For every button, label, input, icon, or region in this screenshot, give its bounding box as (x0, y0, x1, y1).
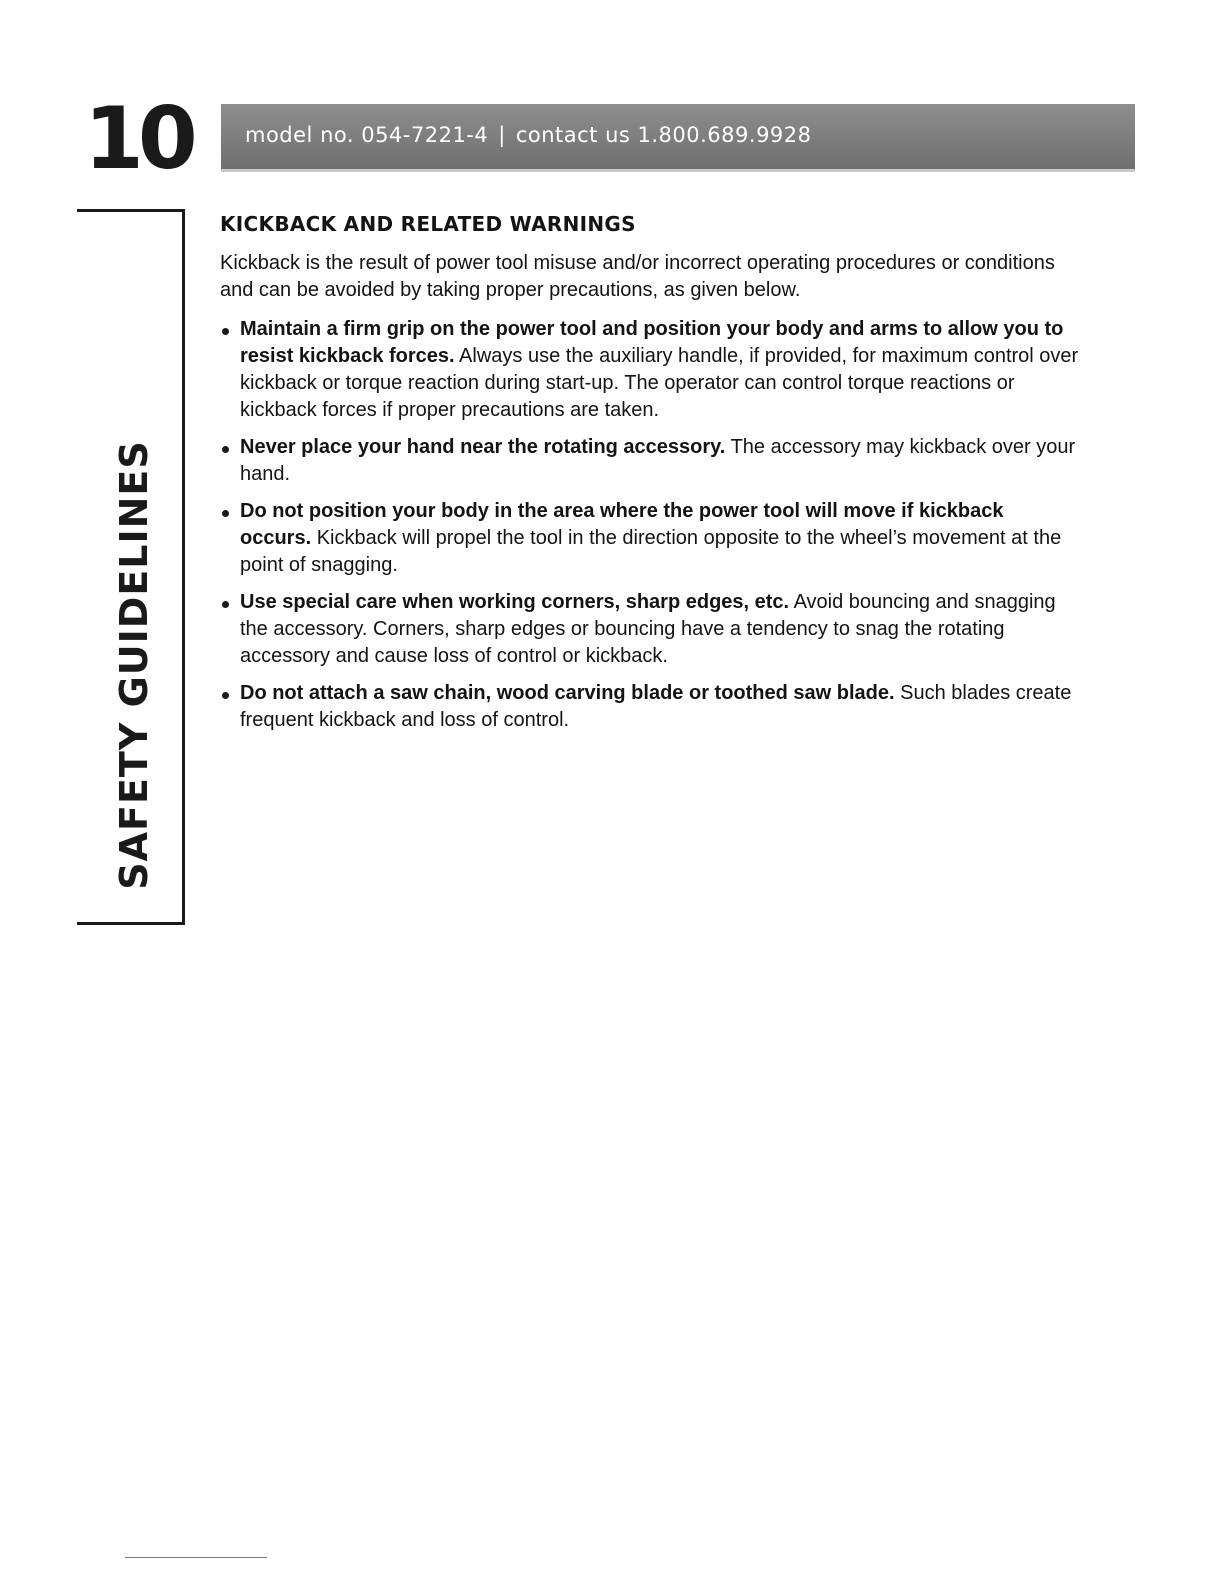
warning-lead: Do not attach a saw chain, wood carving blade or toothed saw blade. (240, 682, 895, 704)
warning-lead: Never place your hand near the rotating accessory. (240, 436, 726, 458)
warning-lead: Do not position your body in the area where the power tool will move if kickback occurs. (240, 500, 1004, 549)
intro-paragraph: Kickback is the result of power tool misuse and/or incorrect operating procedures or conditions and can be avoided by taking proper precautions, as given below. (220, 252, 1055, 301)
warning-item (220, 316, 1080, 424)
header-bar (221, 104, 1135, 172)
bullet-icon (222, 510, 229, 517)
warning-item (220, 434, 1080, 488)
bullet-icon (222, 446, 229, 453)
footer-rule (125, 1557, 267, 1558)
header-separator: | (498, 123, 506, 147)
warning-lead: Maintain a firm grip on the power tool and position your body and arms to allow you to resist kickback forces. (240, 318, 1064, 367)
warning-text: Avoid bouncing and snagging the accessory. Corners, sharp edges or bouncing have a tendency to snag the rotating accessory and cause loss of control or kickback. (240, 591, 1056, 667)
side-section-label: SAFETY GUIDELINES (112, 440, 156, 890)
contact-phone: contact us 1.800.689.9928 (515, 123, 812, 147)
bullet-icon (222, 692, 229, 699)
model-number: model no. 054-7221-4 (245, 123, 489, 147)
header-text (245, 123, 812, 147)
bullet-icon (222, 601, 229, 608)
page-number: 10 (84, 89, 192, 189)
warning-text: Always use the auxiliary handle, if provided, for maximum control over kickback or torque reaction during start-up. The operator can control torque reactions or kickback forces if proper precautions are taken. (240, 345, 1079, 421)
warning-text: Kickback will propel the tool in the direction opposite to the wheel’s movement at the point of snagging. (240, 527, 1062, 576)
warning-list (220, 316, 1080, 734)
warning-item (220, 680, 1080, 734)
warning-text: The accessory may kickback over your hand. (240, 436, 1076, 485)
warning-lead: Use special care when working corners, sharp edges, etc. (240, 591, 790, 613)
warning-item (220, 589, 1080, 670)
section-title: KICKBACK AND RELATED WARNINGS (220, 212, 636, 236)
warning-text: Such blades create frequent kickback and loss of control. (240, 682, 1072, 731)
bullet-icon (222, 328, 229, 335)
warning-item (220, 498, 1080, 579)
main-content (220, 211, 1080, 744)
